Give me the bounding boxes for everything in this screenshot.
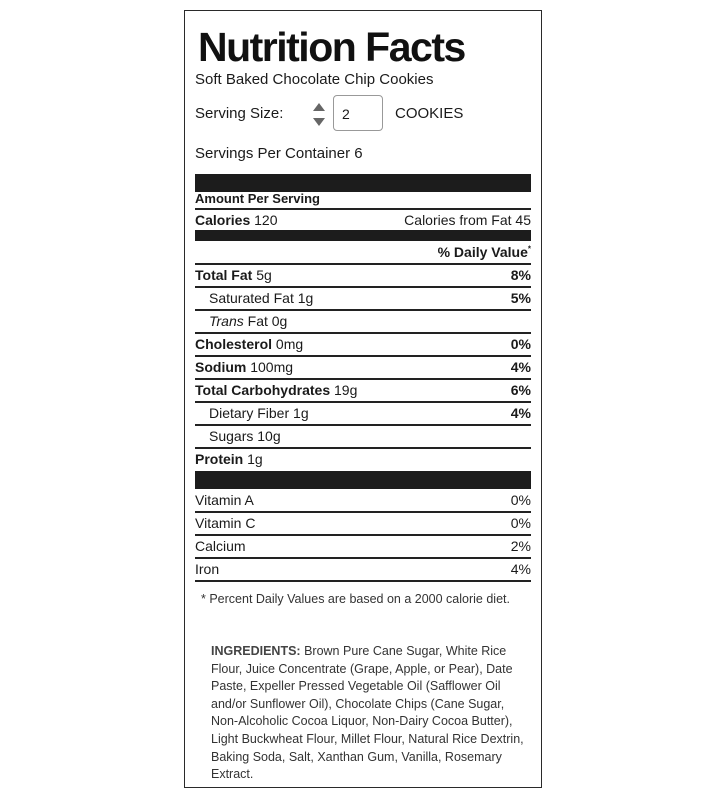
vitamin-row-calcium <box>195 535 531 557</box>
nutrient-name: Sodium <box>195 359 247 375</box>
vitamin-name: Vitamin C <box>195 515 256 531</box>
nutrient-name: Cholesterol <box>195 336 273 352</box>
nutrient-amount: 1g <box>247 451 263 467</box>
nutrient-name: Saturated Fat <box>209 290 294 306</box>
quantity-stepper[interactable] <box>313 100 327 130</box>
nutrient-dv: 6% <box>510 382 531 398</box>
thick-divider <box>195 471 531 489</box>
nutrient-amount: 0g <box>271 313 288 329</box>
amount-per-serving-row <box>195 188 531 210</box>
nutrient-row-saturated-fat <box>195 287 531 309</box>
product-name: Soft Baked Chocolate Chip Cookies <box>195 71 434 88</box>
vitamin-dv: 0% <box>510 492 531 508</box>
nutrient-amount: 5g <box>256 267 272 283</box>
label-title: Nutrition Facts <box>198 24 465 70</box>
nutrient-amount: 0mg <box>275 336 304 352</box>
ingredients-text: Brown Pure Cane Sugar, White Rice Flour, Juice Concentrate (Grape, Apple, or Pear), Date Paste, Expeller Pressed Vegetable Oil (Safflower Oil and/or Sunflower Oil), Chocolate Chips (Cane Sugar, Non-Alcoholic Cocoa Liquor, Non-Dairy Cocoa Butter), Light Buckwheat Flour, Millet Flour, Natural Rice Dextrin, Baking Soda, Salt, Xanthan Gum, Vanilla, Rosemary Extract. <box>211 644 524 782</box>
nutrient-amount: 10g <box>257 428 281 444</box>
nutrient-amount: 1g <box>293 405 309 421</box>
calories-value: 120 <box>254 212 278 228</box>
nutrient-name: Total Fat <box>195 267 253 283</box>
medium-divider <box>195 230 531 241</box>
calories-label: Calories <box>195 212 251 228</box>
nutrient-row-protein <box>195 448 531 470</box>
amount-per-serving-label: Amount Per Serving <box>195 191 320 206</box>
nutrient-amount: 19g <box>334 382 358 398</box>
vitamin-row-a <box>195 489 531 511</box>
nutrient-amount: 100mg <box>250 359 294 375</box>
servings-per-container: Servings Per Container 6 <box>195 145 363 162</box>
daily-value-asterisk: * <box>527 244 531 254</box>
vitamin-dv: 0% <box>510 515 531 531</box>
nutrient-dv: 5% <box>510 290 531 306</box>
serving-size-row <box>195 95 531 131</box>
nutrition-facts-label <box>184 10 542 788</box>
calories-row <box>195 209 531 231</box>
ingredients-heading: INGREDIENTS: <box>211 644 301 658</box>
vitamin-name: Calcium <box>195 538 246 554</box>
nutrient-row-total-carbohydrates <box>195 379 531 401</box>
nutrient-dv: 4% <box>510 359 531 375</box>
nutrient-row-trans-fat <box>195 310 531 332</box>
nutrient-name: Trans <box>209 313 244 329</box>
stepper-up-icon[interactable] <box>313 103 325 111</box>
nutrient-dv: 0% <box>510 336 531 352</box>
nutrient-name: Total Carbohydrates <box>195 382 331 398</box>
nutrient-row-sugars <box>195 425 531 447</box>
nutrient-row-total-fat <box>195 264 531 286</box>
nutrient-dv: 4% <box>510 405 531 421</box>
divider <box>195 580 531 582</box>
daily-value-header: % Daily Value <box>437 244 528 260</box>
nutrient-name: Dietary Fiber <box>209 405 290 421</box>
serving-size-label: Serving Size: <box>195 105 284 122</box>
nutrient-name: Sugars <box>209 428 254 444</box>
ingredients-block <box>211 643 525 784</box>
vitamin-row-iron <box>195 558 531 580</box>
daily-value-footnote: * Percent Daily Values are based on a 2000 calorie diet. <box>201 592 510 606</box>
nutrient-name-rest: Fat <box>247 313 268 329</box>
calories-from-fat: Calories from Fat 45 <box>404 212 531 228</box>
nutrient-row-dietary-fiber <box>195 402 531 424</box>
vitamin-row-c <box>195 512 531 534</box>
vitamin-name: Vitamin A <box>195 492 254 508</box>
daily-value-header-row <box>195 241 531 263</box>
nutrient-row-cholesterol <box>195 333 531 355</box>
serving-unit: COOKIES <box>395 105 464 122</box>
nutrient-dv: 8% <box>510 267 531 283</box>
serving-quantity-input[interactable]: 2 <box>333 95 383 131</box>
vitamin-dv: 2% <box>510 538 531 554</box>
nutrient-row-sodium <box>195 356 531 378</box>
vitamin-name: Iron <box>195 561 220 577</box>
nutrient-amount: 1g <box>297 290 314 306</box>
vitamin-dv: 4% <box>510 561 531 577</box>
nutrient-name: Protein <box>195 451 244 467</box>
stepper-down-icon[interactable] <box>313 118 325 126</box>
